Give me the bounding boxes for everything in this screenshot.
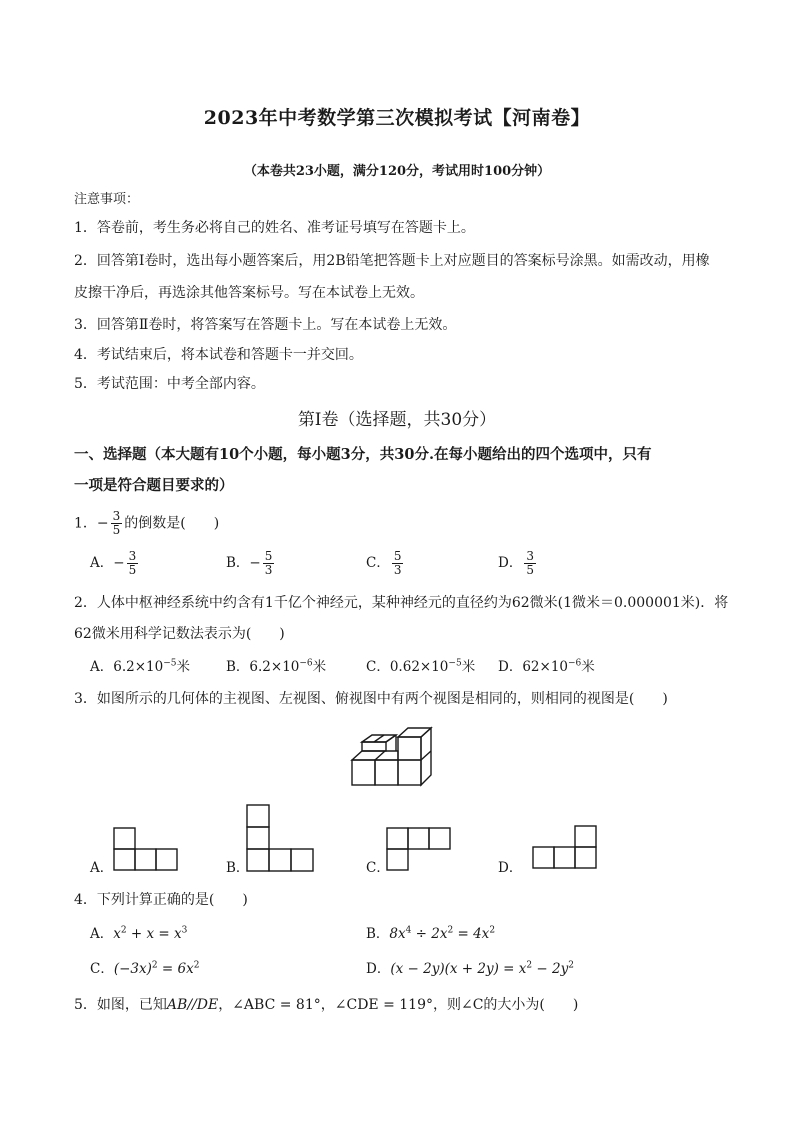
option-exponent: 2 [193,960,200,971]
question-2-line1: 2．人体中枢神经系统中约含有1千亿个神经元，某种神经元的直径约为62微米(1微米＝0.000001米)．将 [74,595,729,611]
option-exponent: 3 [181,925,188,936]
option-expr: + x = x [126,926,182,942]
exam-subtitle: （本卷共23小题，满分120分，考试用时100分钟） [243,164,551,179]
question-4: 4．下列计算正确的是( ) [74,892,248,908]
option-exponent: 2 [489,925,496,936]
option-exponent: 2 [568,960,574,971]
exam-title: 2023年中考数学第三次模拟考试【河南卷】 [203,107,591,129]
q5-text: ，∠ABC = 81°，∠CDE = 119°，则∠C的大小为( ) [218,997,579,1013]
notes-heading: 注意事项： [74,192,140,207]
q3-option-a-label[interactable]: A． [90,860,114,876]
q2-option-c[interactable] [366,657,475,677]
option-label: A． [90,659,114,675]
section-title: 第Ⅰ卷（选择题，共30分） [297,410,497,430]
option-expr: (x − 2y)(x + 2y) = x [390,961,527,977]
q4-option-c[interactable] [90,959,199,979]
q2-option-d[interactable] [498,657,595,677]
option-denominator: 5 [128,563,137,577]
option-exponent: 2 [151,960,158,971]
option-exponent: 4 [405,925,412,936]
option-label: C． [366,659,390,675]
q3-option-b-figure [245,803,317,875]
option-denominator: 5 [526,563,534,577]
note-item-4: 4．考试结束后，将本试卷和答题卡一并交回。 [74,347,363,363]
option-exponent: −6 [299,658,313,669]
option-label: B． [226,555,250,571]
option-expr: (−3x) [113,961,152,977]
option-unit: 米 [312,659,327,675]
option-label: B． [366,926,390,942]
option-label: D． [366,961,391,977]
section-heading-line2: 一项是符合题目要求的） [74,477,234,494]
option-expr: − 2y [532,961,569,977]
note-item-2: 2．回答第Ⅰ卷时，选出每小题答案后，用2B铅笔把答题卡上对应题目的答案标号涂黑。如需改动，用橡 [74,253,710,269]
question-1 [74,510,219,537]
option-exponent: 2 [447,925,454,936]
option-exponent: 2 [526,960,533,971]
q2-option-a[interactable] [90,657,190,677]
option-unit: 米 [461,659,476,675]
option-fraction [392,550,404,577]
option-base: 0.62×10 [389,659,449,675]
q1-suffix: 的倒数是( ) [124,515,220,532]
q1-option-b[interactable] [226,550,276,577]
option-base: 6.2×10 [249,659,300,675]
option-exponent: −5 [163,658,177,669]
option-base: 62×10 [522,659,568,675]
option-label: A． [90,926,114,942]
q4-option-a[interactable] [90,924,187,944]
option-label: D． [498,555,523,571]
option-fraction [127,550,139,577]
q4-option-d[interactable] [366,959,574,979]
option-fraction [263,550,275,577]
option-unit: 米 [176,659,190,675]
option-numerator: 3 [128,549,137,563]
section-heading-line1: 一、选择题（本大题有10个小题，每小题3分，共30分.在每小题给出的四个选项中，只有 [74,446,652,463]
option-exponent: −5 [448,658,462,669]
q3-option-a-figure [112,826,182,874]
q1-option-c[interactable] [366,550,405,577]
q1-prefix: 1． [74,515,97,532]
q4-option-b[interactable] [366,924,495,944]
option-expr: x [113,926,121,942]
option-exponent: −6 [568,658,582,669]
option-label: C． [90,961,114,977]
q3-option-c-label[interactable]: C． [366,860,390,876]
note-item-3: 3．回答第Ⅱ卷时，将答案写在答题卡上。写在本试卷上无效。 [74,317,457,333]
q1-numerator: 3 [112,509,121,523]
solid-figure [345,720,445,792]
option-unit: 米 [581,659,595,675]
option-expr: = 6x [157,961,194,977]
option-base: 6.2×10 [113,659,164,675]
q1-minus: − [96,515,109,532]
note-item-5: 5．考试范围：中考全部内容。 [74,376,265,392]
option-label: C． [366,555,390,571]
q1-option-d[interactable] [498,550,538,577]
option-expr: = 4x [453,926,490,942]
q5-math: AB//DE [166,997,219,1013]
q3-option-c-figure [385,826,457,874]
option-fraction [524,550,536,577]
note-item-2-cont: 皮擦干净后，再选涂其他答案标号。写在本试卷上无效。 [74,285,424,301]
q2-option-b[interactable] [226,657,326,677]
option-numerator: 5 [393,549,402,563]
q1-option-a[interactable] [90,550,140,577]
q1-denominator: 5 [112,523,121,537]
question-3: 3．如图所示的几何体的主视图、左视图、俯视图中有两个视图是相同的，则相同的视图是( ) [74,691,668,707]
option-sign: − [113,555,125,571]
option-sign: − [249,555,261,571]
option-label: B． [226,659,250,675]
q3-option-d-figure [529,824,601,872]
note-item-1: 1．答卷前，考生务必将自己的姓名、准考证号填写在答题卡上。 [74,220,475,236]
option-expr: 8x [389,926,406,942]
option-numerator: 3 [526,549,534,563]
option-denominator: 3 [264,563,273,577]
option-label: A． [90,555,114,571]
q3-option-b-label[interactable]: B． [226,860,250,876]
q5-text: 5．如图，已知 [74,997,167,1013]
question-2-line2: 62微米用科学记数法表示为( ) [74,626,285,642]
option-denominator: 3 [393,563,402,577]
q3-option-d-label[interactable]: D． [498,860,523,876]
option-numerator: 5 [264,549,273,563]
option-exponent: 2 [120,925,127,936]
option-label: D． [498,659,523,675]
q1-fraction [111,510,123,537]
option-expr: ÷ 2x [411,926,448,942]
question-5 [74,995,578,1015]
